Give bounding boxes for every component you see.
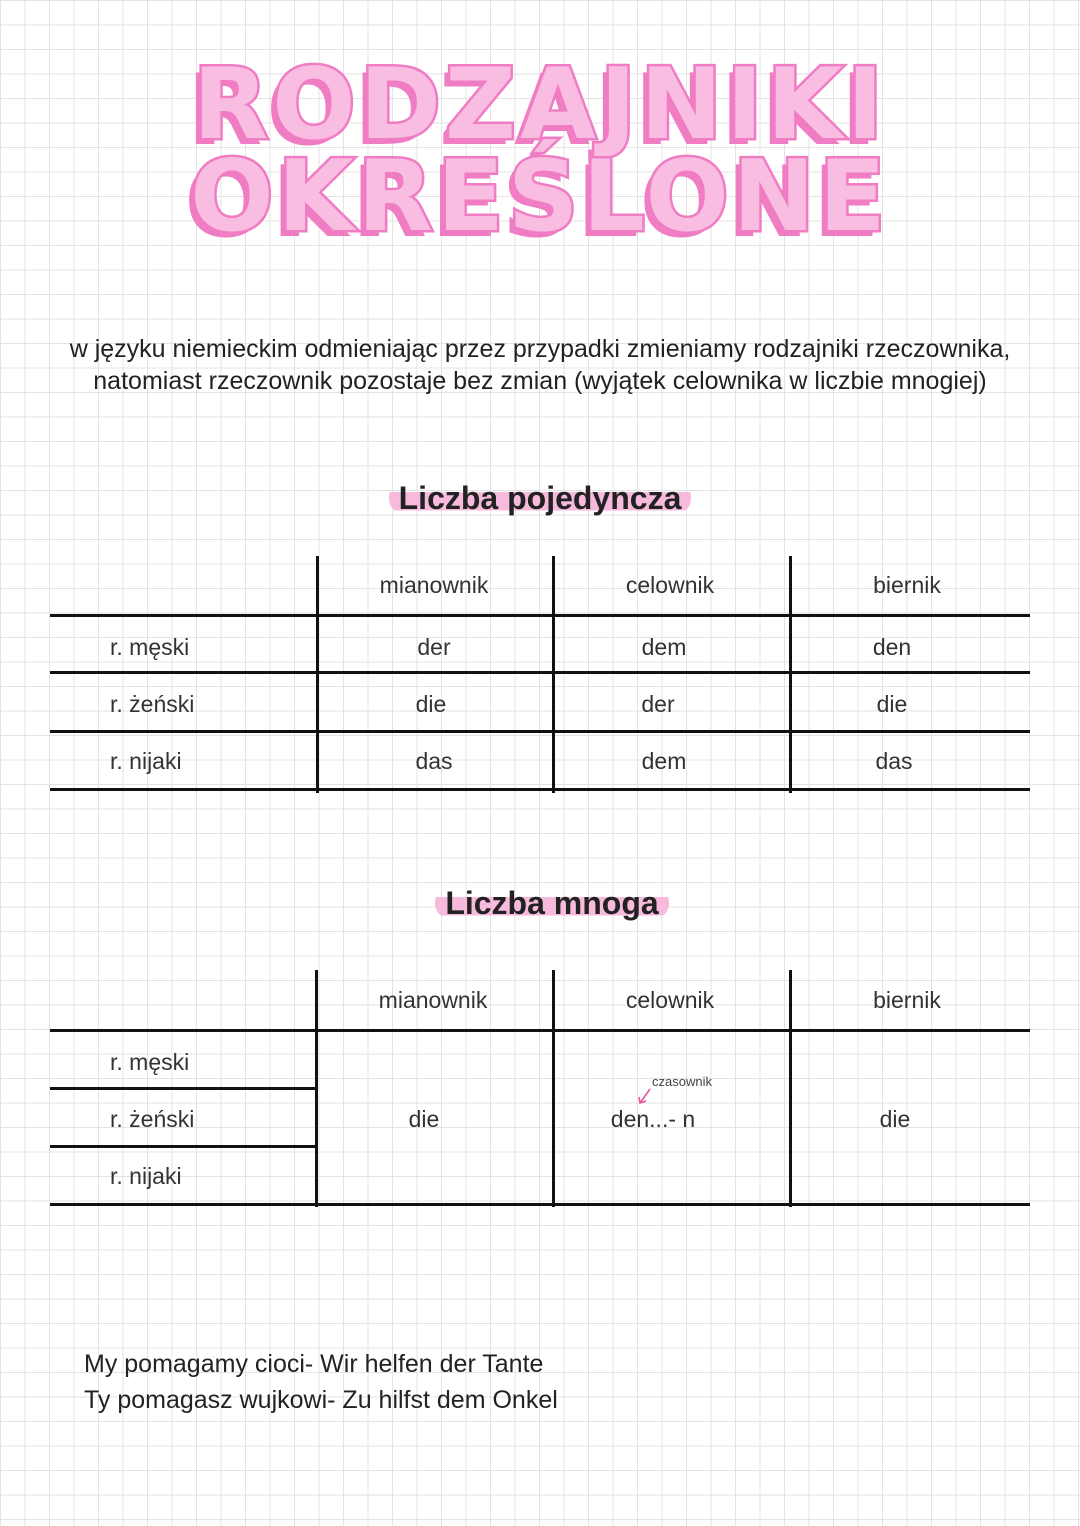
table-cell: der <box>641 691 675 717</box>
column-header: mianownik <box>379 572 489 598</box>
example-sentence: Ty pomagasz wujkowi- Zu hilfst dem Onkel <box>84 1386 558 1414</box>
table-cell: dem <box>641 748 687 774</box>
column-header: celownik <box>625 572 715 598</box>
singular-heading: Liczba pojedyncza <box>0 480 1080 517</box>
page-title-line2: OKREŚLONE <box>190 140 890 254</box>
table-cell: die <box>876 691 908 717</box>
table-cell: dem <box>641 634 687 660</box>
table-cell: das <box>415 748 453 774</box>
table-cell: die <box>408 1106 440 1132</box>
plural-heading: Liczba mnoga <box>12 885 1080 922</box>
column-header: biernik <box>873 572 941 598</box>
row-label: r. nijaki <box>110 1163 182 1189</box>
table-cell: die <box>879 1106 911 1132</box>
table-cell: die <box>415 691 447 717</box>
row-label: r. żeński <box>110 1106 195 1132</box>
page-title-line1: RODZAJNIKI <box>192 48 888 162</box>
row-label: r. żeński <box>110 691 195 717</box>
column-header: mianownik <box>378 987 488 1013</box>
table-cell: das <box>875 748 913 774</box>
row-label: r. męski <box>110 1049 190 1075</box>
example-sentence: My pomagamy cioci- Wir helfen der Tante <box>84 1350 544 1378</box>
annotation-note: czasownik <box>652 1074 712 1089</box>
column-header: biernik <box>873 987 941 1013</box>
table-cell: den...- n <box>610 1106 696 1132</box>
table-cell: den <box>872 634 912 660</box>
row-label: r. męski <box>110 634 190 660</box>
row-label: r. nijaki <box>110 748 182 774</box>
intro-text: w języku niemieckim odmieniając przez przypadki zmieniamy rodzajniki rzeczownika, natomiast rzeczownik pozostaje bez zmian (wyjątek celownika w liczbie mnogiej) <box>69 335 1011 395</box>
annotation-arrow-icon <box>636 1087 654 1107</box>
column-header: celownik <box>625 987 715 1013</box>
table-cell: der <box>417 634 451 660</box>
